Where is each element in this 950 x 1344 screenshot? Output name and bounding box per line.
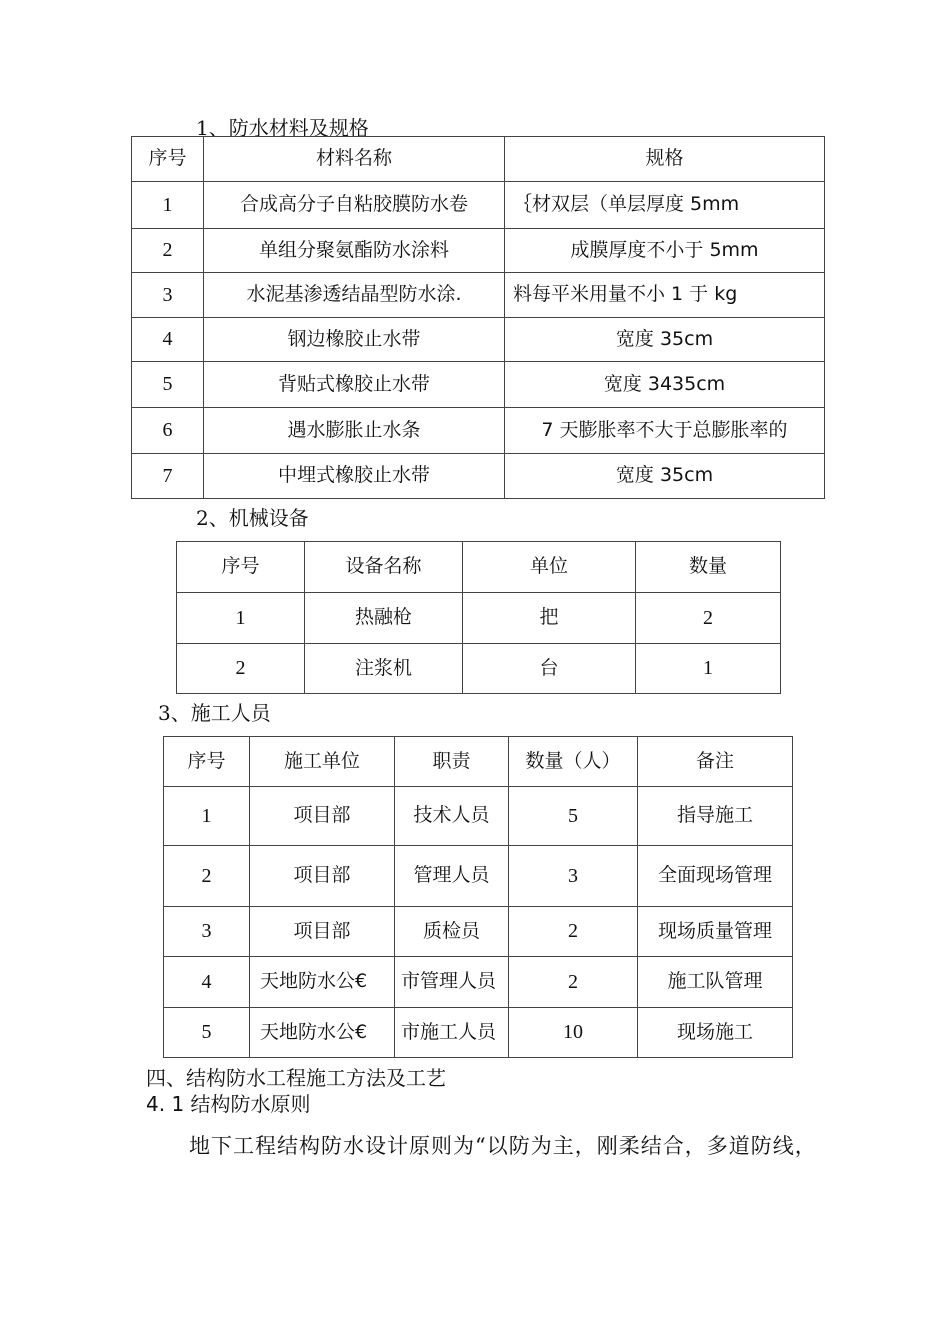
duty: 市管理人员 [395, 957, 509, 1008]
table-row [164, 907, 793, 957]
material-spec: 7 天膨胀率不大于总膨胀率的 [505, 408, 825, 454]
section-1-title: 1、防水材料及规格 [196, 116, 369, 140]
row-index: 2 [164, 846, 250, 907]
row-index: 1 [164, 787, 250, 846]
headcount: 5 [509, 787, 638, 846]
headcount: 2 [509, 957, 638, 1008]
personnel-table [163, 736, 793, 1058]
duty: 技术人员 [395, 787, 509, 846]
header-cell: 数量 [636, 542, 781, 593]
duty: 质检员 [395, 907, 509, 957]
table-header-row [132, 137, 825, 182]
header-cell: 序号 [164, 737, 250, 787]
headcount: 2 [509, 907, 638, 957]
table-row [132, 362, 825, 408]
equipment-unit: 把 [463, 593, 636, 644]
header-cell: 设备名称 [305, 542, 463, 593]
material-name: 背贴式橡胶止水带 [204, 362, 505, 408]
table-header-row [177, 542, 781, 593]
material-spec: 宽度 35cm [505, 318, 825, 362]
table-row [164, 846, 793, 907]
row-index: 4 [164, 957, 250, 1008]
row-index: 2 [177, 644, 305, 694]
table-row [177, 593, 781, 644]
header-cell: 序号 [177, 542, 305, 593]
row-index: 2 [132, 229, 204, 273]
material-name: 水泥基渗透结晶型防水涂. [204, 273, 505, 318]
section-4-1-title: 4. 1 结构防水原则 [146, 1092, 311, 1116]
headcount: 10 [509, 1008, 638, 1058]
material-spec: 料每平米用量不小 1 于 kg [505, 273, 825, 318]
table-row [164, 787, 793, 846]
body-paragraph: 地下工程结构防水设计原则为“以防为主，刚柔结合，多道防线， [189, 1134, 817, 1158]
remark: 施工队管理 [638, 957, 793, 1008]
row-index: 3 [132, 273, 204, 318]
material-name: 中埋式橡胶止水带 [204, 454, 505, 499]
row-index: 6 [132, 408, 204, 454]
unit-name: 天地防水公€ [250, 957, 395, 1008]
header-cell: 职责 [395, 737, 509, 787]
headcount: 3 [509, 846, 638, 907]
table-row [132, 229, 825, 273]
section-3-title: 3、施工人员 [158, 701, 271, 725]
header-cell: 备注 [638, 737, 793, 787]
unit-name: 项目部 [250, 846, 395, 907]
equipment-quantity: 1 [636, 644, 781, 694]
table-row [164, 957, 793, 1008]
header-cell: 数量（人） [509, 737, 638, 787]
duty: 管理人员 [395, 846, 509, 907]
duty: 市施工人员 [395, 1008, 509, 1058]
material-spec: 成膜厚度不小于 5mm [505, 229, 825, 273]
remark: 现场施工 [638, 1008, 793, 1058]
row-index: 7 [132, 454, 204, 499]
table-row [132, 182, 825, 229]
header-cell: 施工单位 [250, 737, 395, 787]
material-spec: 宽度 3435cm [505, 362, 825, 408]
unit-name: 天地防水公€ [250, 1008, 395, 1058]
row-index: 5 [132, 362, 204, 408]
table-row [177, 644, 781, 694]
table-row [132, 408, 825, 454]
chapter-4-title: 四、结构防水工程施工方法及工艺 [146, 1066, 446, 1090]
table-header-row [164, 737, 793, 787]
materials-table [131, 136, 825, 499]
material-name: 单组分聚氨酯防水涂料 [204, 229, 505, 273]
material-name: 钢边橡胶止水带 [204, 318, 505, 362]
remark: 现场质量管理 [638, 907, 793, 957]
table-row [132, 318, 825, 362]
header-cell: 单位 [463, 542, 636, 593]
equipment-name: 热融枪 [305, 593, 463, 644]
table-row [164, 1008, 793, 1058]
material-name: 合成高分子自粘胶膜防水卷 [204, 182, 505, 229]
row-index: 3 [164, 907, 250, 957]
equipment-table [176, 541, 781, 694]
header-cell: 材料名称 [204, 137, 505, 182]
remark: 指导施工 [638, 787, 793, 846]
row-index: 5 [164, 1008, 250, 1058]
equipment-name: 注浆机 [305, 644, 463, 694]
unit-name: 项目部 [250, 907, 395, 957]
material-name: 遇水膨胀止水条 [204, 408, 505, 454]
equipment-unit: 台 [463, 644, 636, 694]
row-index: 4 [132, 318, 204, 362]
remark: 全面现场管理 [638, 846, 793, 907]
section-2-title: 2、机械设备 [196, 506, 309, 530]
row-index: 1 [177, 593, 305, 644]
row-index: 1 [132, 182, 204, 229]
header-cell: 规格 [505, 137, 825, 182]
equipment-quantity: 2 [636, 593, 781, 644]
material-spec: ｛材双层（单层厚度 5mm [505, 182, 825, 229]
unit-name: 项目部 [250, 787, 395, 846]
material-spec: 宽度 35cm [505, 454, 825, 499]
table-row [132, 273, 825, 318]
table-row [132, 454, 825, 499]
header-cell: 序号 [132, 137, 204, 182]
